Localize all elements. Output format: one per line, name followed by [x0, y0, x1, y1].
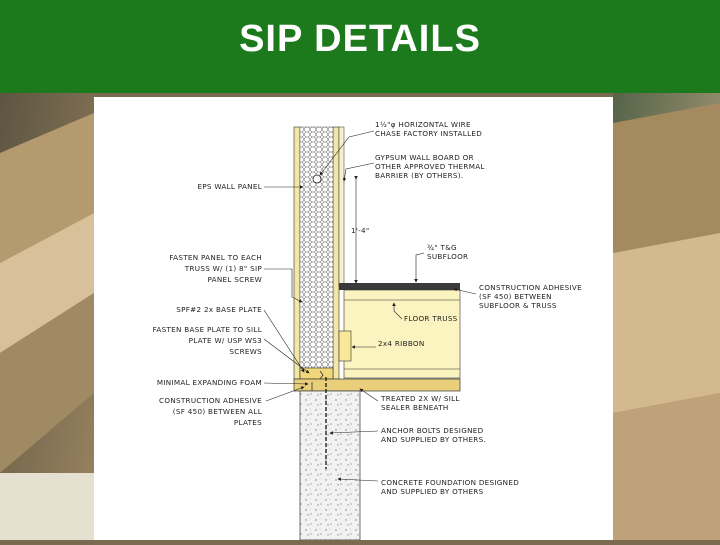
adhesive-right-label-1: CONSTRUCTION ADHESIVE: [479, 283, 582, 292]
adhesive-left-label-1: CONSTRUCTION ADHESIVE: [159, 396, 262, 405]
foundation-label-2: AND SUPPLIED BY OTHERS: [381, 487, 484, 496]
eps-panel-label: EPS WALL PANEL: [197, 182, 262, 191]
title-banner: [0, 0, 720, 93]
subfloor-label-2: SUBFLOOR: [427, 252, 469, 261]
wire-chase: [313, 175, 321, 183]
foam-label: MINIMAL EXPANDING FOAM: [156, 378, 262, 387]
fasten-panel-label-3: PANEL SCREW: [207, 275, 262, 284]
wire-chase-label-2: CHASE FACTORY INSTALLED: [375, 129, 483, 138]
sip-detail-drawing: [94, 97, 613, 540]
page-title: SIP DETAILS: [239, 18, 481, 60]
adhesive-right-label-3: SUBFLOOR & TRUSS: [479, 301, 557, 310]
floor-truss-label: FLOOR TRUSS: [404, 314, 458, 323]
ribbon-label: 2x4 RIBBON: [378, 339, 425, 348]
base-plate-label: SPF#2 2x BASE PLATE: [176, 305, 262, 314]
floor-truss: [344, 290, 460, 378]
section-diagram: [94, 97, 613, 540]
anchor-bolt-label-1: ANCHOR BOLTS DESIGNED: [381, 426, 484, 435]
fasten-base-label-1: FASTEN BASE PLATE TO SILL: [152, 325, 262, 334]
adhesive-left-label-3: PLATES: [233, 418, 262, 427]
treated-sill-label-2: SEALER BENEATH: [381, 403, 449, 412]
interior-osb-skin: [333, 127, 339, 379]
gypsum-label-3: BARRIER (BY OTHERS).: [375, 171, 464, 180]
gypsum-board: [339, 127, 344, 287]
exterior-osb-skin: [294, 127, 300, 379]
gypsum-label-1: GYPSUM WALL BOARD OR: [375, 153, 474, 162]
treated-sill-label-1: TREATED 2X W/ SILL: [381, 394, 460, 403]
fasten-panel-label-2: TRUSS W/ (1) 8" SIP: [184, 264, 262, 273]
dimension-label: 1'-4": [351, 226, 370, 235]
adhesive-right-label-2: (SF 450) BETWEEN: [479, 292, 552, 301]
gypsum-label-2: OTHER APPROVED THERMAL: [375, 162, 485, 171]
subfloor-label-1: ¾" T&G: [427, 243, 457, 252]
ribbon-board: [339, 331, 351, 361]
anchor-bolt-label-2: AND SUPPLIED BY OTHERS.: [381, 435, 487, 444]
concrete-foundation: [300, 391, 360, 540]
fasten-base-label-2: PLATE W/ USP WS3: [188, 336, 262, 345]
wire-chase-label-1: 1½"φ HORIZONTAL WIRE: [375, 120, 471, 129]
subfloor: [339, 283, 460, 290]
treated-sill: [294, 379, 460, 391]
fasten-panel-label-1: FASTEN PANEL TO EACH: [169, 253, 262, 262]
adhesive-left-label-2: (SF 450) BETWEEN ALL: [172, 407, 262, 416]
fasten-base-label-3: SCREWS: [229, 347, 262, 356]
foundation-label-1: CONCRETE FOUNDATION DESIGNED: [381, 478, 520, 487]
